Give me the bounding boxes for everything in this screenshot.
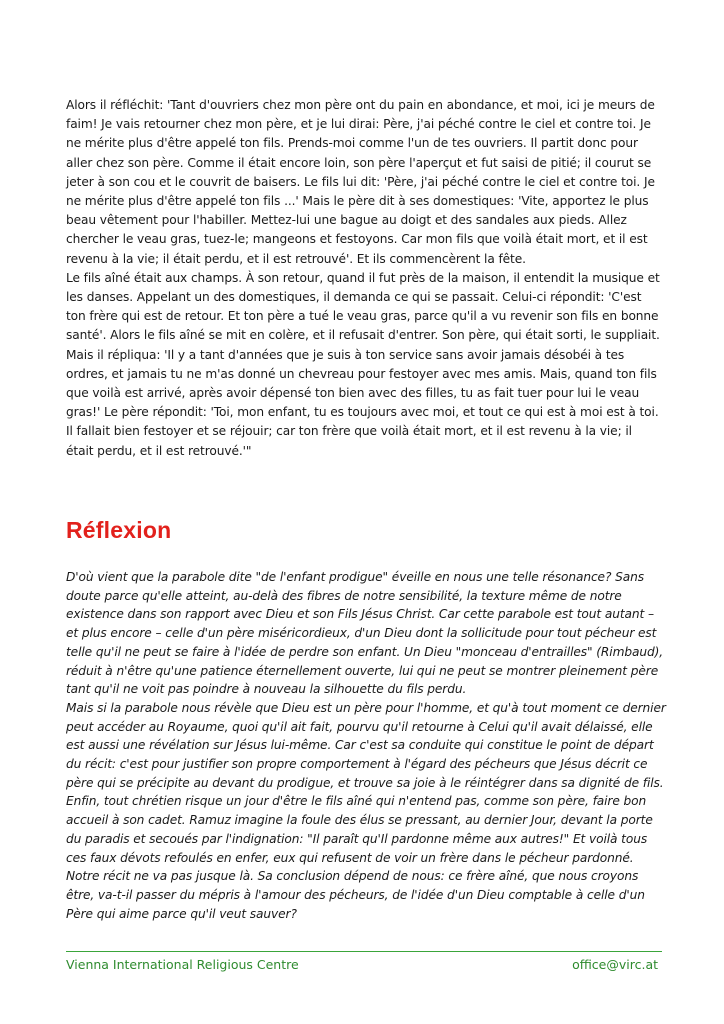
- reflexion-paragraph-1: D'où vient que la parabole dite "de l'enfant prodigue" éveille en nous une telle résonance? Sans doute parce qu'elle atteint, au-delà des fibres de notre sensibilité, la texture même de notre existence dans son rapport avec Dieu et son Fils Jésus Christ. Car cette parabole est tout autant – et plus encore – celle d'un père miséricordieux, d'un Dieu dont la sollicitude pour tout pécheur est telle qu'il ne peut se faire à l'idée de perdre son enfant. Un Dieu "monceau d'entrailles" (Rimbaud), réduit à n'être qu'une patience éternellement ouverte, lui qui ne peut se montrer pleinement père tant qu'il ne voit pas poindre à nouveau la silhouette du fils perdu.: [66, 570, 664, 697]
- reflexion-paragraph-3: Enfin, tout chrétien risque un jour d'être le fils aîné qui n'entend pas, comme son père, faire bon accueil à son cadet. Ramuz imagine la foule des élus se pressant, au dernier Jour, devant la porte du paradis et secoués par l'indignation: "Il paraît qu'Il pardonne même aux autres!" Et voilà tous ces faux dévots refoulés en enfer, eux qui refusent de voir un frère dans le pécheur pardonné. Notre récit ne va pas jusque là. Sa conclusion dépend de nous: ce frère aîné, que nous croyons être, va-t-il passer du mépris à l'amour des pécheurs, de l'idée d'un Dieu comptable à celle d'un Père qui aime parce qu'il veut sauver?: [66, 794, 653, 921]
- footer-divider: [66, 951, 662, 952]
- reflexion-paragraph-2: Mais si la parabole nous révèle que Dieu est un père pour l'homme, et qu'à tout moment ce dernier peut accéder au Royaume, quoi qu'il ait fait, pourvu qu'il retourne à Celui qu'il avait délaissé, elle est aussi une révélation sur Jésus lui-même. Car c'est sa conduite qui constitue le point de départ du récit: c'est pour justifier son propre comportement à l'égard des pécheurs que Jésus décrit ce père qui se précipite au devant du prodigue, et trouve sa joie à le réintégrer dans sa dignité de fils.: [66, 700, 666, 790]
- footer-email-link[interactable]: office@virc.at: [572, 957, 658, 972]
- reflexion-heading: Réflexion: [66, 517, 172, 543]
- footer-organization: Vienna International Religious Centre: [66, 957, 299, 972]
- reflexion-text: [66, 568, 666, 923]
- story-paragraph-1: Alors il réfléchit: 'Tant d'ouvriers chez mon père ont du pain en abondance, et moi, ici je meurs de faim! Je vais retourner chez mon père, et je lui dirai: Père, j'ai péché contre le ciel et contre toi. Je ne mérite plus d'être appelé ton fils. Prends-moi comme l'un de tes ouvriers. Il partit donc pour aller chez son père. Comme il était encore loin, son père l'aperçut et fut saisi de pitié; il courut se jeter à son cou et le couvrit de baisers. Le fils lui dit: 'Père, j'ai péché contre le ciel et contre toi. Je ne mérite plus d'être appelé ton fils ...' Mais le père dit à ses domestiques: 'Vite, apportez le plus beau vêtement pour l'habiller. Mettez-lui une bague au doigt et des sandales aux pieds. Allez chercher le veau gras, tuez-le; mangeons et festoyons. Car mon fils que voilà était mort, et il est revenu à la vie; il était perdu, et il est retrouvé'. Et ils commencèrent la fête.: [66, 98, 655, 266]
- story-paragraph-2: Le fils aîné était aux champs. À son retour, quand il fut près de la maison, il entendit la musique et les danses. Appelant un des domestiques, il demanda ce qui se passait. Celui-ci répondit: 'C'est ton frère qui est de retour. Et ton père a tué le veau gras, parce qu'il a vu revenir son fils en bonne santé'. Alors le fils aîné se mit en colère, et il refusait d'entrer. Son père, qui était sorti, le suppliait. Mais il répliqua: 'Il y a tant d'années que je suis à ton service sans avoir jamais désobéi à tes ordres, et jamais tu ne m'as donné un chevreau pour festoyer avec mes amis. Mais, quand ton fils que voilà est arrivé, après avoir dépensé ton bien avec des filles, tu as fait tuer pour lui le veau gras!' Le père répondit: 'Toi, mon enfant, tu es toujours avec moi, et tout ce qui est à moi est à toi. Il fallait bien festoyer et se réjouir; car ton frère que voilà était mort, et il est revenu à la vie; il était perdu, et il est retrouvé.'": [66, 270, 660, 458]
- story-text: [66, 96, 662, 461]
